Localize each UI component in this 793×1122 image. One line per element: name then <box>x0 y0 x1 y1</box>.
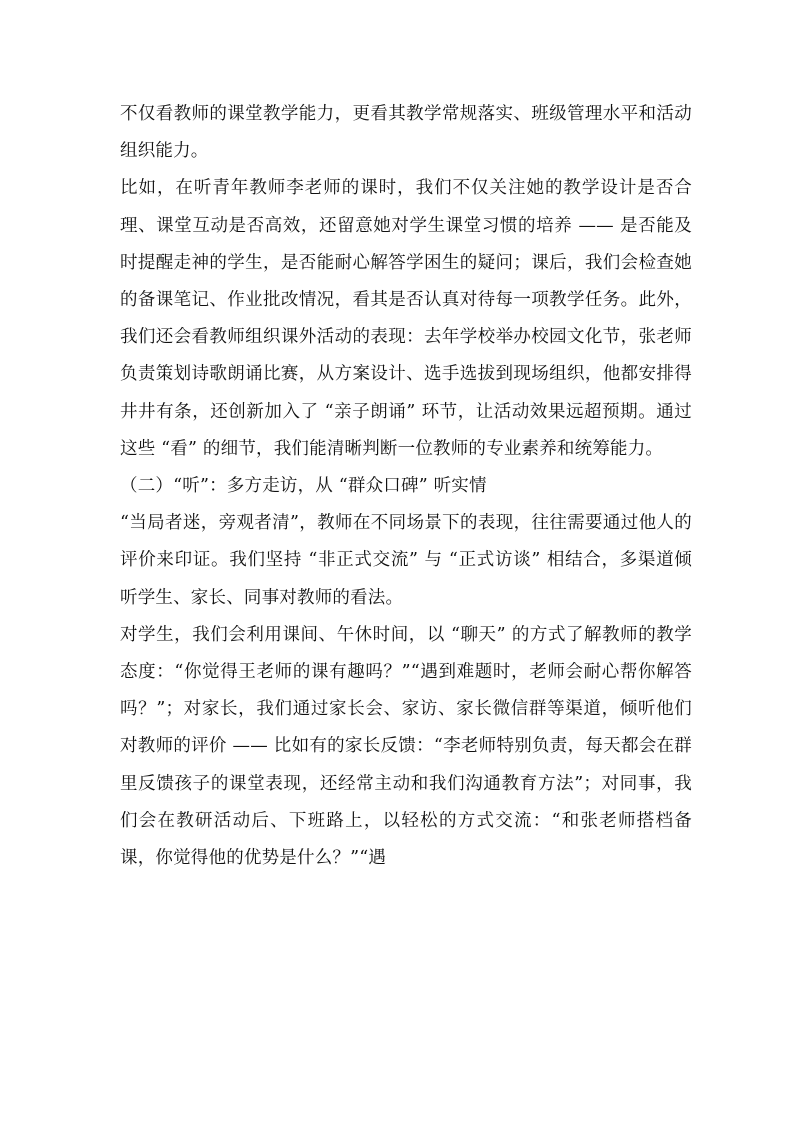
paragraph-1: 不仅看教师的课堂教学能力，更看其教学常规落实、班级管理水平和活动组织能力。 <box>120 104 692 162</box>
section-heading: （二）“听”：多方走访，从 “群众口碑” 听实情 <box>120 476 487 497</box>
document-body <box>120 96 692 877</box>
paragraph-2: 比如，在听青年教师李老师的课时，我们不仅关注她的教学设计是否合理、课堂互动是否高效，还留意她对学生课堂习惯的培养 —— 是否能及时提醒走神的学生，是否能耐心解答学困生的疑问；课后，我们会检查她的备课笔记、作业批改情况，看其是否认真对待每一项教学任务。此外，我们还会看教师组织课外活动的表现：去年学校举办校园文化节，张老师负责策划诗歌朗诵比赛，从方案设计、选手选拔到现场组织，他都安排得井井有条，还创新加入了 “亲子朗诵” 环节，让活动效果远超预期。通过这些 “看” 的细节，我们能清晰判断一位教师的专业素养和统筹能力。 <box>120 178 692 459</box>
paragraph-4: 对学生，我们会利用课间、午休时间，以 “聊天” 的方式了解教师的教学态度：“你觉得王老师的课有趣吗？”“遇到难题时，老师会耐心帮你解答吗？”；对家长，我们通过家长会、家访、家长微信群等渠道，倾听他们对教师的评价 —— 比如有的家长反馈：“李老师特别负责，每天都会在群里反馈孩子的课堂表现，还经常主动和我们沟通教育方法”；对同事，我们会在教研活动后、下班路上，以轻松的方式交流：“和张老师搭档备课，你觉得他的优势是什么？”“遇 <box>120 624 692 869</box>
paragraph-3: “当局者迷，旁观者清”，教师在不同场景下的表现，往往需要通过他人的评价来印证。我们坚持 “非正式交流” 与 “正式访谈” 相结合，多渠道倾听学生、家长、同事对教师的看法。 <box>120 513 692 608</box>
